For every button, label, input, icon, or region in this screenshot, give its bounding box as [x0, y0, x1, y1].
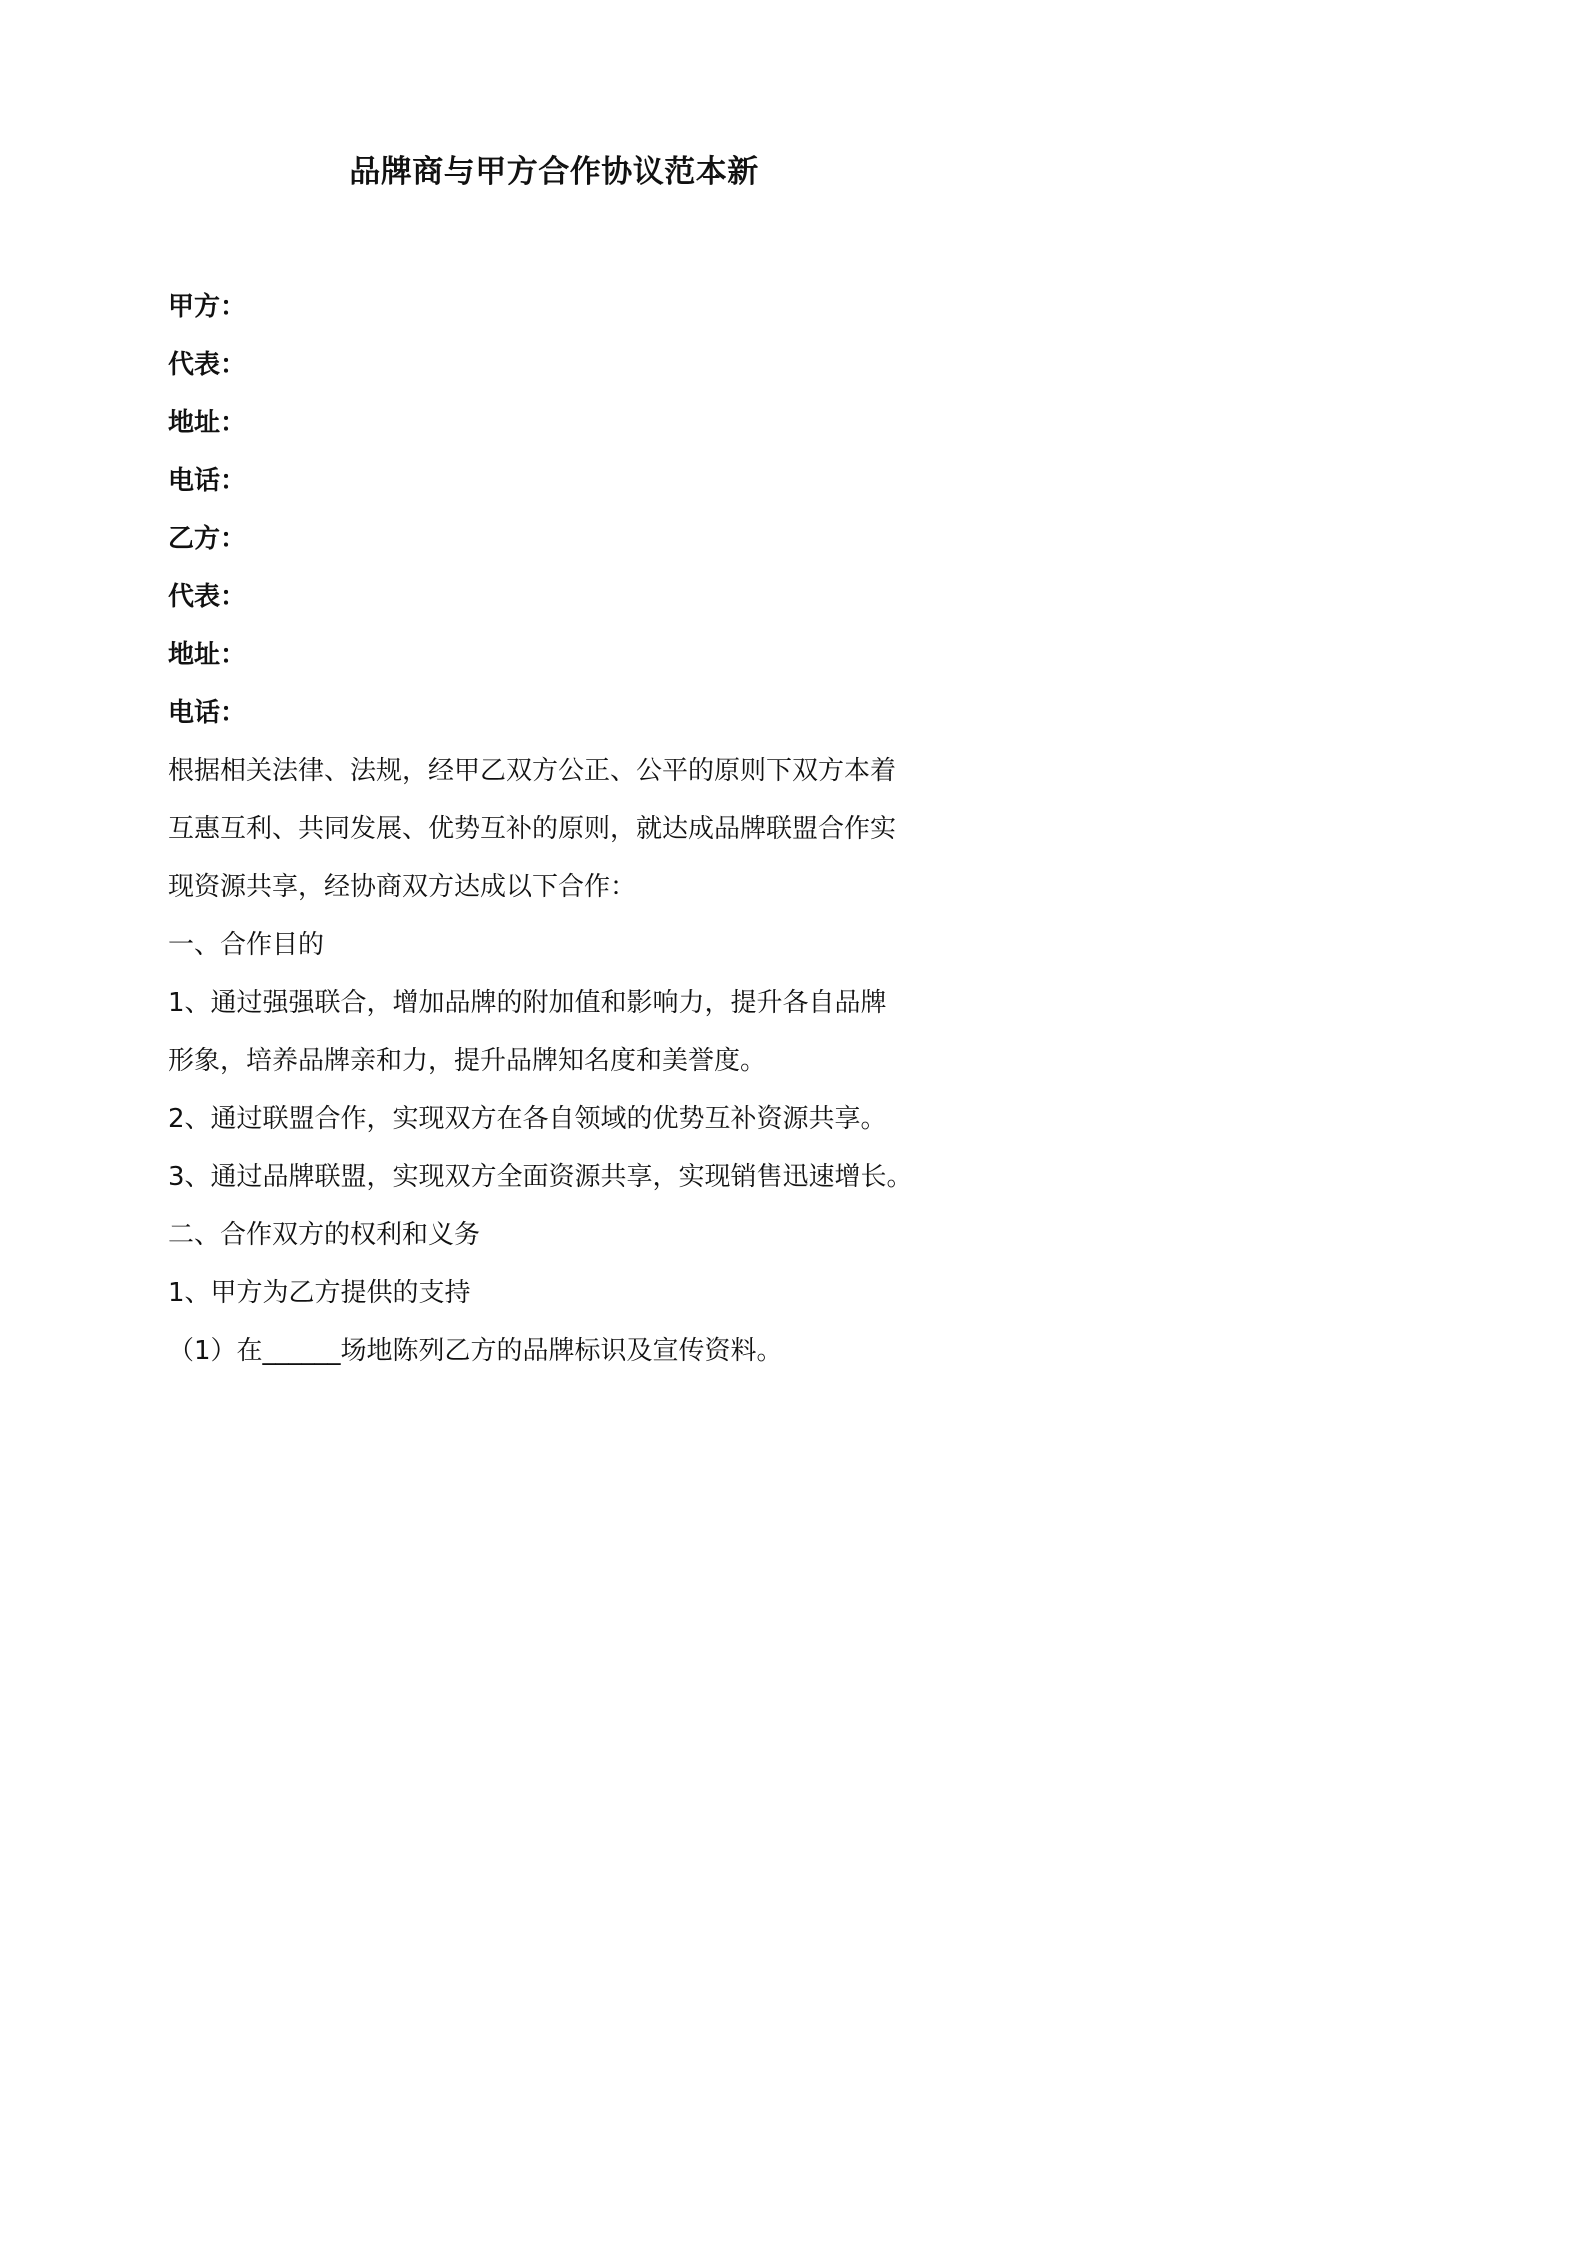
section-2-subheading: 1、甲方为乙方提供的支持	[168, 1278, 471, 1308]
party-b-address-label: 地址：	[168, 640, 247, 670]
document-page	[0, 0, 1108, 1568]
party-b-name-label: 乙方：	[168, 524, 247, 554]
party-a-address-label: 地址：	[168, 408, 247, 438]
preamble-line: 现资源共享，经协商双方达成以下合作：	[168, 872, 637, 902]
party-b-rep-label: 代表：	[168, 582, 247, 612]
section-1-item: 形象，培养品牌亲和力，提升品牌知名度和美誉度。	[168, 1046, 767, 1076]
section-2-heading: 二、合作双方的权利和义务	[168, 1220, 481, 1250]
section-1-heading: 一、合作目的	[168, 930, 325, 960]
section-1-item: 1、通过强强联合，增加品牌的附加值和影响力，提升各自品牌	[168, 988, 887, 1018]
preamble-line: 互惠互利、共同发展、优势互补的原则，就达成品牌联盟合作实	[168, 814, 897, 844]
party-a-name-label: 甲方：	[168, 292, 247, 322]
section-1-item: 2、通过联盟合作，实现双方在各自领域的优势互补资源共享。	[168, 1104, 887, 1134]
section-1-item: 3、通过品牌联盟，实现双方全面资源共享，实现销售迅速增长。	[168, 1162, 913, 1192]
section-2-item: （1）在______场地陈列乙方的品牌标识及宣传资料。	[168, 1336, 783, 1366]
party-a-rep-label: 代表：	[168, 350, 247, 380]
document-title: 品牌商与甲方合作协议范本新	[349, 154, 759, 190]
party-a-phone-label: 电话：	[168, 466, 247, 496]
preamble-line: 根据相关法律、法规，经甲乙双方公正、公平的原则下双方本着	[168, 756, 897, 786]
party-b-phone-label: 电话：	[168, 698, 247, 728]
document-body	[168, 278, 968, 1380]
